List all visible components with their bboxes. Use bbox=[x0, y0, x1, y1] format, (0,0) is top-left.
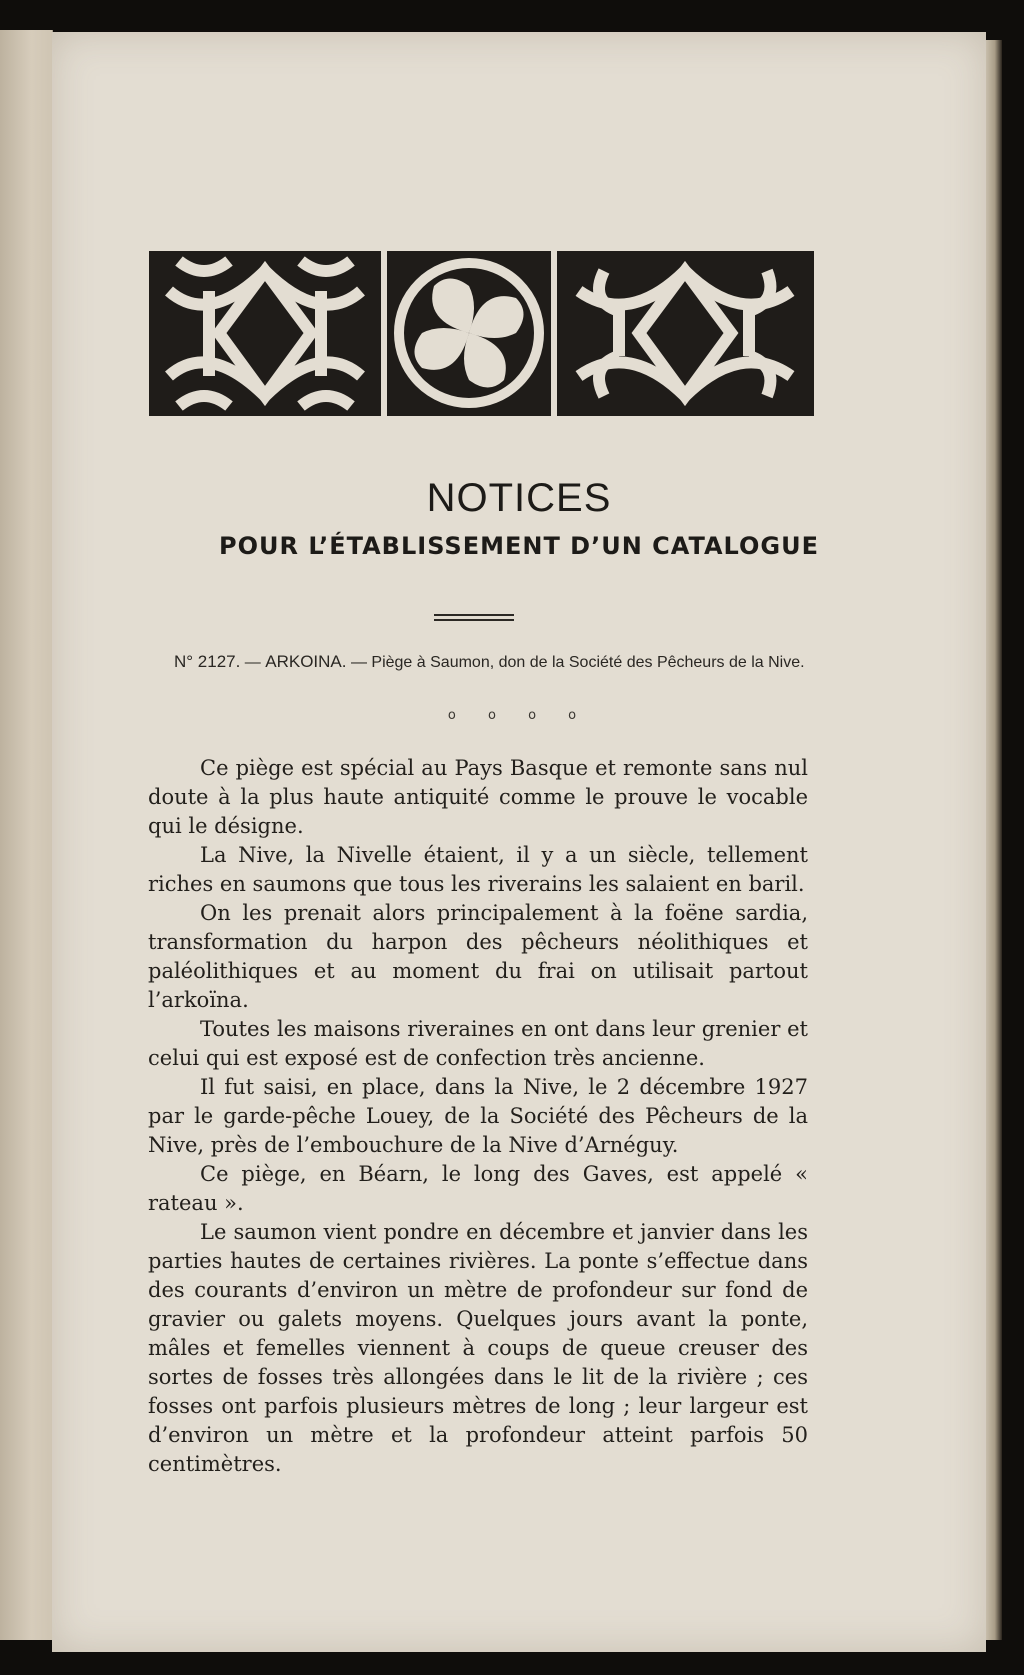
book-page bbox=[52, 32, 986, 1652]
lauburu-ornament-icon bbox=[149, 251, 814, 416]
ornamental-banner bbox=[149, 251, 814, 416]
entry-description: Piège à Saumon, don de la Société des Pêcheurs de la Nive. bbox=[371, 654, 805, 671]
page-subtitle: POUR L’ÉTABLISSEMENT D’UN CATALOGUE bbox=[219, 532, 819, 560]
entry-dash: — bbox=[350, 654, 367, 671]
divider-rule bbox=[434, 614, 514, 616]
paragraph: La Nive, la Nivelle étaient, il y a un siècle, tellement riches en saumons que tous les riverains les salaient en baril. bbox=[148, 843, 808, 896]
entry-number: N° 2127. bbox=[174, 652, 241, 671]
paragraph: Toutes les maisons riveraines en ont dans leur grenier et celui qui est exposé est de confection très ancienne. bbox=[148, 1017, 808, 1070]
paragraph: Ce piège, en Béarn, le long des Gaves, est appelé « rateau ». bbox=[148, 1162, 808, 1215]
entry-dash: — bbox=[244, 654, 261, 671]
page-stack-edge bbox=[984, 40, 1002, 1640]
article-body bbox=[148, 754, 808, 1479]
page-title: NOTICES bbox=[426, 476, 612, 520]
paragraph: Il fut saisi, en place, dans la Nive, le 2 décembre 1927 par le garde-pêche Louey, de la Société des Pêcheurs de la Nive, près de l’embouchure de la Nive d’Arnéguy. bbox=[148, 1075, 808, 1157]
paragraph: Le saumon vient pondre en décembre et janvier dans les parties hautes de certaines rivières. La ponte s’effectue dans des courants d’environ un mètre de profondeur sur fond de gravier ou galets moyens. Quelques jours avant la ponte, mâles et femelles viennent à coups de queue creuser des sortes de fosses très allongées dans le lit de la rivière ; ces fosses ont parfois plusieurs mètres de long ; leur largeur est d’environ un mètre et la profondeur atteint parfois 50 centimètres. bbox=[148, 1220, 808, 1476]
divider-rule bbox=[434, 619, 514, 621]
entry-name: ARKOINA. bbox=[265, 652, 347, 671]
section-separator: o o o o bbox=[447, 708, 591, 723]
left-page-edge bbox=[0, 30, 53, 1640]
paragraph: On les prenait alors principalement à la foëne sardia, transformation du harpon des pêcheurs néolithiques et paléolithiques et au moment du frai on utilisait partout l’arkoïna. bbox=[148, 901, 808, 1012]
paragraph: Ce piège est spécial au Pays Basque et remonte sans nul doute à la plus haute antiquité comme le prouve le vocable qui le désigne. bbox=[148, 756, 808, 838]
catalogue-entry bbox=[148, 652, 860, 673]
